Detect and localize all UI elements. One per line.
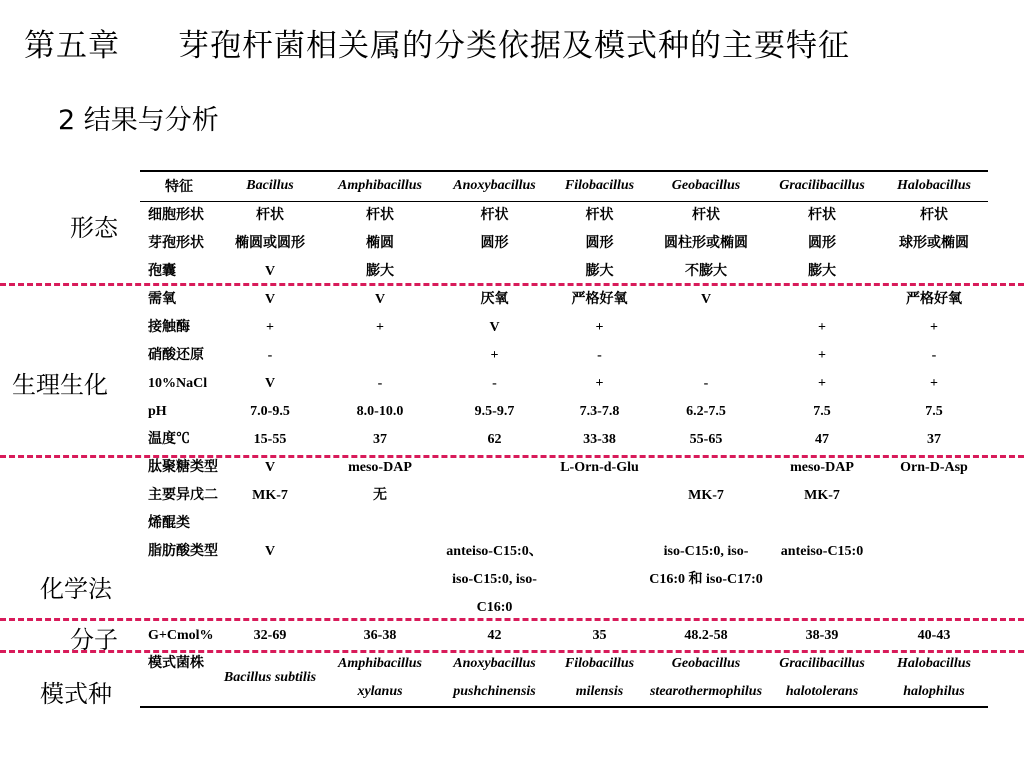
category-chemical: 化学法 bbox=[40, 575, 112, 603]
section-divider bbox=[0, 455, 1024, 458]
feature-cell: 细胞形状 bbox=[148, 207, 204, 223]
table-cell bbox=[438, 482, 551, 538]
table-cell: 62 bbox=[487, 431, 502, 447]
table-cell: + bbox=[490, 347, 499, 363]
table-cell: + bbox=[818, 347, 826, 363]
table-cell bbox=[880, 258, 988, 286]
table-cell: 37 bbox=[927, 431, 941, 447]
table-cell: + bbox=[595, 375, 604, 391]
feature-cell: 芽孢形状 bbox=[148, 235, 204, 251]
section-divider bbox=[0, 650, 1024, 653]
category-morphology: 形态 bbox=[70, 214, 118, 242]
table-cell: 32-69 bbox=[253, 627, 287, 643]
table-cell: Anoxybacillus pushchinensis bbox=[438, 650, 551, 707]
table-row bbox=[140, 538, 988, 622]
table-row bbox=[140, 426, 988, 454]
table-cell bbox=[551, 538, 648, 622]
table-cell: 杆状 bbox=[256, 207, 284, 223]
table-cell: 9.5-9.7 bbox=[474, 403, 515, 419]
table-row bbox=[140, 398, 988, 426]
table-cell: 37 bbox=[373, 431, 387, 447]
chapter-title: 芽孢杆菌相关属的分类依据及模式种的主要特征 bbox=[178, 28, 850, 64]
table-cell: MK-7 bbox=[252, 487, 288, 503]
table-cell: 38-39 bbox=[805, 627, 839, 643]
table-cell: 42 bbox=[487, 627, 502, 643]
table-cell: Halobacillus halophilus bbox=[880, 650, 988, 707]
table-cell: 杆状 bbox=[366, 207, 394, 223]
table-cell: meso-DAP bbox=[348, 459, 412, 475]
section-divider bbox=[0, 618, 1024, 621]
table-cell: 严格好氧 bbox=[906, 291, 962, 307]
table-cell: + bbox=[595, 319, 604, 335]
table-cell: - bbox=[703, 375, 709, 391]
table-cell: Geobacillus stearothermophilus bbox=[648, 650, 764, 707]
table-cell: + bbox=[930, 319, 938, 335]
table-cell: 杆状 bbox=[920, 207, 948, 223]
table-cell: - bbox=[492, 375, 497, 391]
category-type-species: 模式种 bbox=[40, 680, 112, 708]
table-cell: 膨大 bbox=[366, 263, 394, 279]
feature-cell: 脂肪酸类型 bbox=[148, 543, 218, 559]
table-cell: 杆状 bbox=[692, 207, 720, 223]
feature-cell: G+Cmol% bbox=[148, 627, 214, 643]
table-cell: 55-65 bbox=[689, 431, 723, 447]
feature-cell: 温度℃ bbox=[148, 431, 190, 447]
header-anoxybacillus: Anoxybacillus bbox=[438, 171, 551, 201]
feature-cell: 需氧 bbox=[148, 291, 176, 307]
table-cell bbox=[438, 258, 551, 286]
chapter-label: 第五章 bbox=[24, 28, 120, 64]
header-gracilibacillus: Gracilibacillus bbox=[764, 171, 880, 201]
feature-cell: 肽聚糖类型 bbox=[148, 459, 218, 475]
table-cell: 圆形 bbox=[585, 235, 614, 251]
table-row bbox=[140, 650, 988, 707]
table-cell: 椭圆 bbox=[366, 235, 394, 251]
table-row bbox=[140, 342, 988, 370]
table-cell: meso-DAP bbox=[790, 459, 854, 475]
header-feature: 特征 bbox=[140, 171, 218, 201]
table-cell: Orn-D-Asp bbox=[900, 459, 968, 475]
table-cell: 6.2-7.5 bbox=[686, 403, 726, 419]
table-cell: 杆状 bbox=[480, 207, 509, 223]
table-cell: + bbox=[376, 319, 384, 335]
section-subtitle: 2 结果与分析 bbox=[58, 105, 219, 136]
table-row bbox=[140, 230, 988, 258]
table-cell: 杆状 bbox=[585, 207, 614, 223]
table-cell: V bbox=[264, 459, 276, 475]
table-cell: 无 bbox=[373, 487, 387, 503]
table-cell bbox=[764, 286, 880, 314]
table-cell: MK-7 bbox=[688, 487, 724, 503]
header-halobacillus: Halobacillus bbox=[880, 171, 988, 201]
feature-cell: 主要异戊二烯醌类 bbox=[148, 487, 218, 531]
table-cell: + bbox=[818, 375, 826, 391]
table-cell bbox=[322, 538, 438, 622]
feature-cell: 接触酶 bbox=[148, 319, 190, 335]
table-row bbox=[140, 258, 988, 286]
table-cell: 厌氧 bbox=[480, 291, 509, 307]
table-cell: V bbox=[264, 543, 276, 559]
page-title bbox=[24, 20, 850, 65]
header-geobacillus: Geobacillus bbox=[648, 171, 764, 201]
table-cell: 33-38 bbox=[583, 431, 616, 447]
table-cell: 7.5 bbox=[813, 403, 831, 419]
table-cell bbox=[648, 314, 764, 342]
table-cell bbox=[880, 482, 988, 538]
table-cell: 47 bbox=[815, 431, 829, 447]
table-cell: Amphibacillus xylanus bbox=[322, 650, 438, 707]
category-physiology: 生理生化 bbox=[12, 371, 108, 399]
table-row bbox=[140, 314, 988, 342]
table-cell: MK-7 bbox=[804, 487, 840, 503]
table-cell: V bbox=[264, 291, 276, 307]
table-cell: 圆形 bbox=[808, 235, 836, 251]
table-cell: 椭圆或圆形 bbox=[235, 235, 305, 251]
table-cell: 膨大 bbox=[808, 263, 836, 279]
table-cell: 8.0-10.0 bbox=[356, 403, 404, 419]
feature-cell: 模式菌株 bbox=[140, 650, 218, 707]
table-cell: V bbox=[264, 263, 276, 279]
header-amphibacillus: Amphibacillus bbox=[322, 171, 438, 201]
table-cell: V bbox=[374, 291, 386, 307]
table-cell: 球形或椭圆 bbox=[899, 235, 969, 251]
table-header-row bbox=[140, 171, 988, 201]
table-cell bbox=[551, 482, 648, 538]
table-cell: 7.3-7.8 bbox=[579, 403, 620, 419]
category-molecular: 分子 bbox=[70, 626, 118, 654]
table-cell: - bbox=[597, 347, 602, 363]
table-cell bbox=[322, 342, 438, 370]
section-divider bbox=[0, 283, 1024, 286]
table-cell: Bacillus subtilis bbox=[218, 650, 322, 707]
header-bacillus: Bacillus bbox=[218, 171, 322, 201]
table-cell: + bbox=[818, 319, 826, 335]
table-row bbox=[140, 622, 988, 650]
table-row bbox=[140, 370, 988, 398]
feature-cell: pH bbox=[148, 403, 167, 419]
table-cell: V bbox=[700, 291, 712, 307]
table-cell: 杆状 bbox=[808, 207, 836, 223]
table-cell: - bbox=[377, 375, 383, 391]
table-cell: Filobacillus milensis bbox=[551, 650, 648, 707]
feature-cell: 孢囊 bbox=[148, 263, 176, 279]
table-cell: 7.5 bbox=[925, 403, 943, 419]
table-cell: 7.0-9.5 bbox=[250, 403, 290, 419]
table-cell: 36-38 bbox=[363, 627, 397, 643]
table-cell: iso-C15:0, iso-C16:0 和 iso-C17:0 bbox=[649, 543, 763, 587]
feature-cell: 10%NaCl bbox=[148, 375, 208, 391]
feature-cell: 硝酸还原 bbox=[148, 347, 204, 363]
table-cell: Gracilibacillus halotolerans bbox=[764, 650, 880, 707]
table-row bbox=[140, 286, 988, 314]
table-row bbox=[140, 482, 988, 538]
table-cell bbox=[880, 538, 988, 622]
table-cell: 40-43 bbox=[917, 627, 951, 643]
table-row bbox=[140, 201, 988, 230]
table-cell: anteiso-C15:0 bbox=[780, 543, 864, 559]
table-cell: V bbox=[264, 375, 276, 391]
table-cell: 不膨大 bbox=[685, 263, 727, 279]
table-cell: anteiso-C15:0、iso-C15:0, iso-C16:0 bbox=[446, 543, 543, 615]
table-cell: 圆形 bbox=[480, 235, 509, 251]
table-cell bbox=[648, 342, 764, 370]
table-cell: - bbox=[931, 347, 937, 363]
table-cell: 48.2-58 bbox=[684, 627, 728, 643]
table-cell: 15-55 bbox=[253, 431, 287, 447]
genus-feature-table bbox=[140, 170, 988, 708]
table-cell: L-Orn-d-Glu bbox=[560, 459, 639, 475]
table-cell: 膨大 bbox=[585, 263, 614, 279]
table-cell: V bbox=[489, 319, 500, 335]
table-cell: 严格好氧 bbox=[571, 291, 628, 307]
table-cell: - bbox=[267, 347, 273, 363]
table-cell: + bbox=[266, 319, 274, 335]
header-filobacillus: Filobacillus bbox=[551, 171, 648, 201]
table-cell: + bbox=[930, 375, 938, 391]
table-cell: 圆柱形或椭圆 bbox=[664, 235, 748, 251]
table-cell: 35 bbox=[592, 627, 607, 643]
